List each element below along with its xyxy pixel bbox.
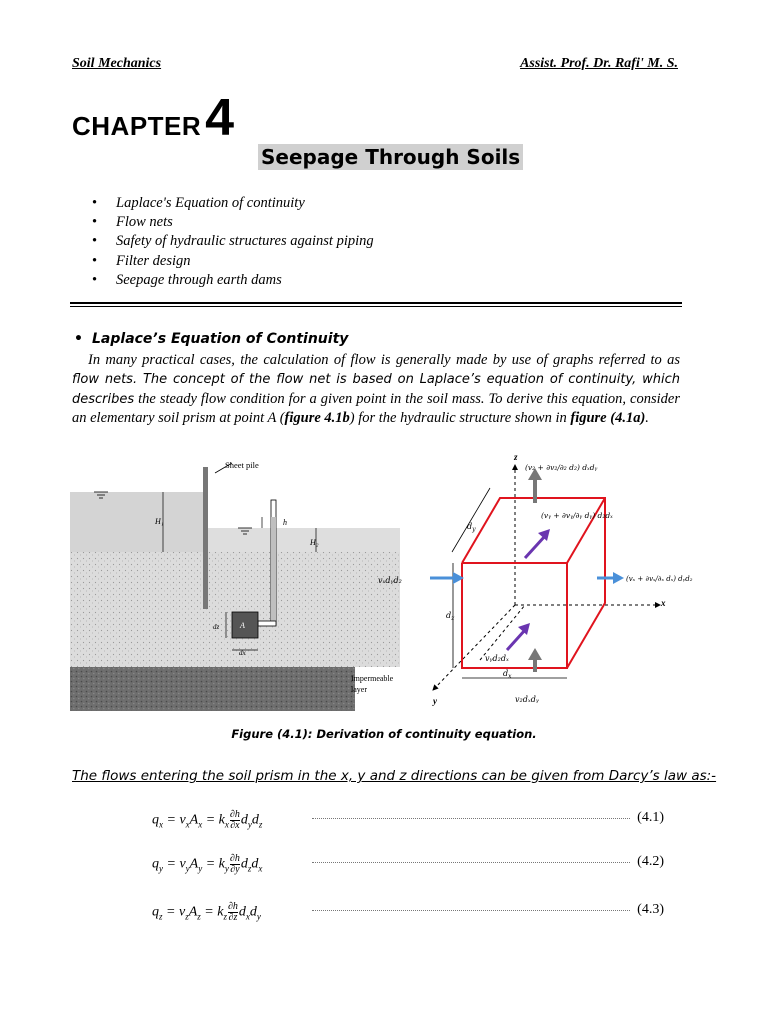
- arrow-y-out: [525, 536, 545, 558]
- topic-list: [92, 194, 374, 290]
- figure-ref-a: figure (4.1a): [570, 409, 646, 426]
- chapter-word: CHAPTER: [72, 111, 202, 141]
- equation-4-1: $q_x = v_xA_x = k_x$ $\frac{\partial h}{\partial x}$ $d_yd_z$ (4.1): [152, 809, 664, 831]
- flow-z-out-label: (v₂ + ∂v₂/∂₂ d₂) dₓdᵧ: [525, 463, 598, 472]
- equation-4-2: $q_y = v_yA_y = k_y$ $\frac{\partial h}{\partial y}$ $d_zd_x$ (4.2): [152, 853, 664, 875]
- figure-hydraulic-structure: [70, 455, 400, 715]
- flow-z-in-label: v₂dₓdᵧ: [515, 695, 539, 704]
- x-axis-label: x: [661, 598, 666, 608]
- chapter-number: 4: [205, 89, 235, 147]
- divider-thick: [70, 302, 682, 304]
- sheet-pile-label: Sheet pile: [225, 460, 259, 470]
- para-text-4: ) for the hydraulic structure shown in: [349, 409, 571, 426]
- label-dz: $d_z$: [446, 611, 455, 622]
- impermeable-layer: [70, 667, 355, 711]
- figure-caption: Figure (4.1): Derivation of continuity equation.: [231, 727, 537, 741]
- z-axis-label: z: [514, 452, 518, 462]
- section-heading: [74, 331, 348, 347]
- label-dz: dz: [213, 623, 220, 631]
- water-downstream: [203, 528, 400, 552]
- soil-element-A: [232, 612, 258, 638]
- divider-thin: [70, 306, 682, 307]
- flow-x-in-label: vₓdᵧd₂: [378, 576, 402, 585]
- water-upstream: [70, 492, 203, 552]
- topic-item: • Laplace's Equation of continuity: [92, 194, 374, 213]
- intro-paragraph: [72, 351, 680, 428]
- para-text-5: .: [645, 409, 649, 426]
- flow-y-out-label: (vᵧ + ∂vᵧ/∂ᵧ dᵧ) d₂dₓ: [541, 511, 613, 520]
- label-h: h: [283, 518, 287, 527]
- chapter-heading: [72, 88, 234, 148]
- impermeable-label-2: layer: [351, 685, 367, 694]
- prism-edges: [462, 498, 605, 668]
- y-axis-label: y: [433, 696, 437, 706]
- label-dx: $d_x$: [503, 669, 512, 680]
- label-H1: H₁: [155, 517, 164, 526]
- equation-4-3: $q_z = v_zA_z = k_z$ $\frac{\partial h}{\partial z}$ $d_xd_y$ (4.3): [152, 901, 664, 923]
- header-author: Assist. Prof. Dr. Rafi' M. S.: [520, 56, 678, 71]
- label-dy: $d_y$: [467, 522, 476, 533]
- section-title: Laplace’s Equation of Continuity: [92, 331, 349, 347]
- darcy-intro-text: The flows entering the soil prism in the x, y and z directions can be given from Darcy’s law as:-: [72, 768, 717, 784]
- para-text-1: In many practical cases, the calculation of flow is generally made by use of graphs referred to as: [88, 352, 680, 368]
- header-course-title: Soil Mechanics: [72, 56, 162, 71]
- sheet-pile: [203, 467, 208, 609]
- chapter-subtitle: Seepage Through Soils: [258, 144, 523, 170]
- topic-item: • Seepage through earth dams: [92, 271, 374, 290]
- arrow-y-in: [507, 630, 525, 650]
- impermeable-label-1: Impermeable: [351, 674, 394, 683]
- topic-item: • Safety of hydraulic structures against piping: [92, 232, 374, 251]
- label-dx: dx: [239, 649, 246, 657]
- para-text-3: the steady flow condition for a given point in the soil mass. To derive this equation, consider an elementary soil prism at point A (: [72, 390, 680, 426]
- bullet-icon: •: [74, 331, 83, 347]
- label-A: A: [240, 621, 245, 630]
- equation-number: (4.1): [637, 810, 664, 825]
- label-H2: H₂: [310, 538, 319, 547]
- flow-x-out-label: (vₓ + ∂vₓ/∂ₓ dₓ) dᵧd₂: [626, 575, 693, 583]
- flow-y-in-label: vᵧd₂dₓ: [485, 654, 509, 663]
- para-text-2: flow nets. The concept of the flow net is based on Laplace’s equation of continuity, which describes: [72, 372, 680, 407]
- figure-ref-b: figure 4.1b: [284, 409, 350, 426]
- topic-item: • Filter design: [92, 252, 374, 271]
- equation-number: (4.3): [637, 902, 664, 917]
- equation-number: (4.2): [637, 854, 664, 869]
- topic-item: • Flow nets: [92, 213, 374, 232]
- figure-soil-prism: [375, 440, 720, 715]
